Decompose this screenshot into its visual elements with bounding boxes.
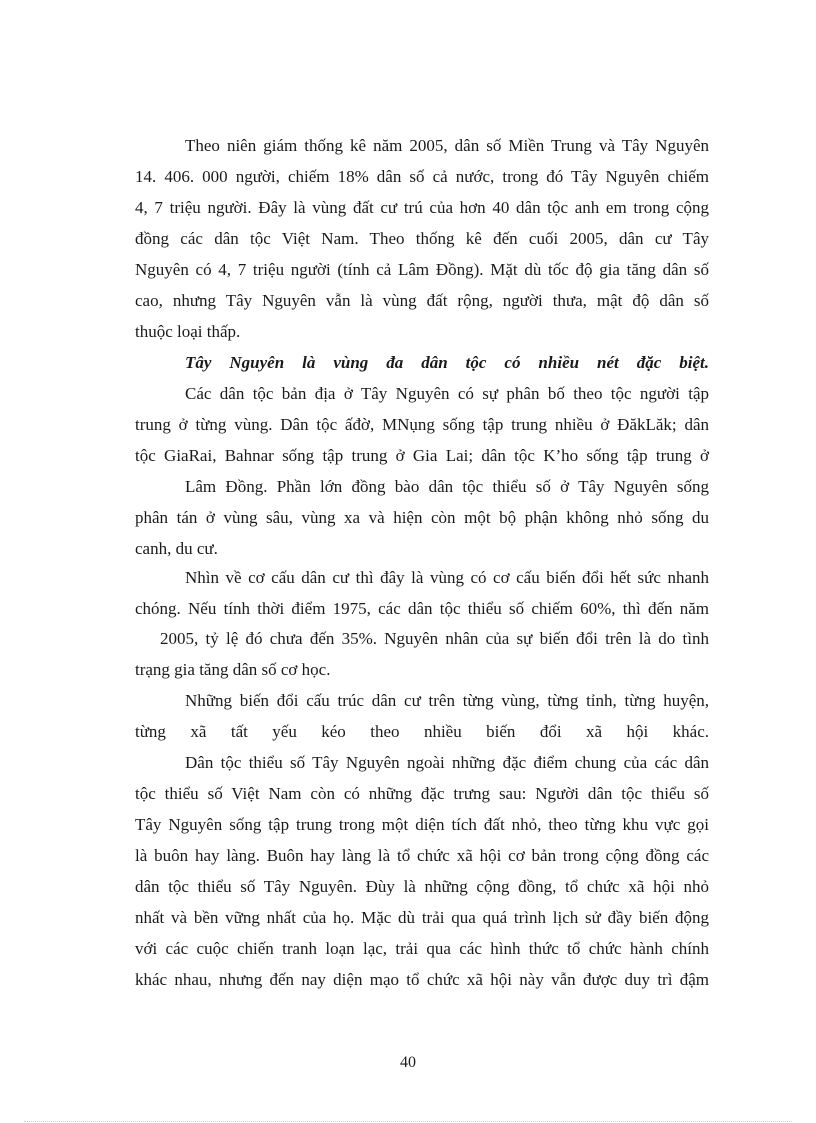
text-line: chóng. Nếu tính thời điểm 1975, các dân tộc thiểu số chiếm 60%, thì đến năm bbox=[135, 599, 709, 618]
text-line: là buôn hay làng. Buôn hay làng là tổ chức xã hội cơ bản trong cộng đồng các bbox=[135, 846, 709, 865]
text-line: Nguyên có 4, 7 triệu người (tính cả Lâm Đồng). Mặt dù tốc độ gia tăng dân số bbox=[135, 260, 709, 279]
text-line: thuộc loại thấp. bbox=[135, 322, 241, 341]
text-line: tộc GiaRai, Bahnar sống tập trung ở Gia Lai; dân tộc K’ho sống tập trung ở bbox=[135, 446, 709, 465]
text-line: Theo niên giám thống kê năm 2005, dân số Miền Trung và Tây Nguyên bbox=[185, 136, 709, 155]
text-line: Nhìn về cơ cấu dân cư thì đây là vùng có cơ cấu biến đổi hết sức nhanh bbox=[185, 568, 709, 587]
text-line: khác nhau, nhưng đến nay diện mạo tổ chức xã hội này vẫn được duy trì đậm bbox=[135, 970, 709, 989]
text-line: từng xã tất yếu kéo theo nhiều biến đổi xã hội khác. bbox=[135, 722, 709, 741]
section-heading: Tây Nguyên là vùng đa dân tộc có nhiều nét đặc biệt. bbox=[185, 353, 709, 372]
text-line: Những biến đổi cấu trúc dân cư trên từng vùng, từng tỉnh, từng huyện, bbox=[185, 691, 709, 710]
text-line: Lâm Đồng. Phần lớn đồng bào dân tộc thiểu số ở Tây Nguyên sống bbox=[185, 477, 709, 496]
text-line: tộc thiểu số Việt Nam còn có những đặc trưng sau: Người dân tộc thiểu số bbox=[135, 784, 709, 803]
text-line: với các cuộc chiến tranh loạn lạc, trải qua các hình thức tổ chức hành chính bbox=[135, 939, 709, 958]
text-line: phân tán ở vùng sâu, vùng xa và hiện còn một bộ phận không nhỏ sống du bbox=[135, 508, 709, 527]
text-line: 4, 7 triệu người. Đây là vùng đất cư trú của hơn 40 dân tộc anh em trong cộng bbox=[135, 198, 709, 217]
text-line: trạng gia tăng dân số cơ học. bbox=[135, 660, 331, 679]
text-line: 14. 406. 000 người, chiếm 18% dân số cả nước, trong đó Tây Nguyên chiếm bbox=[135, 167, 709, 186]
text-line: Các dân tộc bản địa ở Tây Nguyên có sự phân bố theo tộc người tập bbox=[185, 384, 709, 403]
text-line: cao, nhưng Tây Nguyên vẫn là vùng đất rộng, người thưa, mật độ dân số bbox=[135, 291, 709, 310]
text-line: Dân tộc thiểu số Tây Nguyên ngoài những đặc điểm chung của các dân bbox=[185, 753, 709, 772]
text-line: trung ở từng vùng. Dân tộc ấđờ, MNụng sống tập trung nhiều ở ĐăkLăk; dân bbox=[135, 415, 709, 434]
text-line: dân tộc thiểu số Tây Nguyên. Đùy là những cộng đồng, tổ chức xã hội nhỏ bbox=[135, 877, 709, 896]
text-line: canh, du cư. bbox=[135, 539, 218, 558]
page-number: 40 bbox=[400, 1054, 416, 1071]
text-line: Tây Nguyên sống tập trung trong một diện tích đất nhỏ, theo từng khu vực gọi bbox=[135, 815, 709, 834]
text-line: đồng các dân tộc Việt Nam. Theo thống kê đến cuối 2005, dân cư Tây bbox=[135, 229, 709, 248]
text-line: 2005, tỷ lệ đó chưa đến 35%. Nguyên nhân của sự biến đổi trên là do tình bbox=[160, 629, 709, 648]
text-line: nhất và bền vững nhất của họ. Mặc dù trải qua quá trình lịch sử đầy biến động bbox=[135, 908, 709, 927]
page-bottom-divider bbox=[24, 1121, 792, 1122]
